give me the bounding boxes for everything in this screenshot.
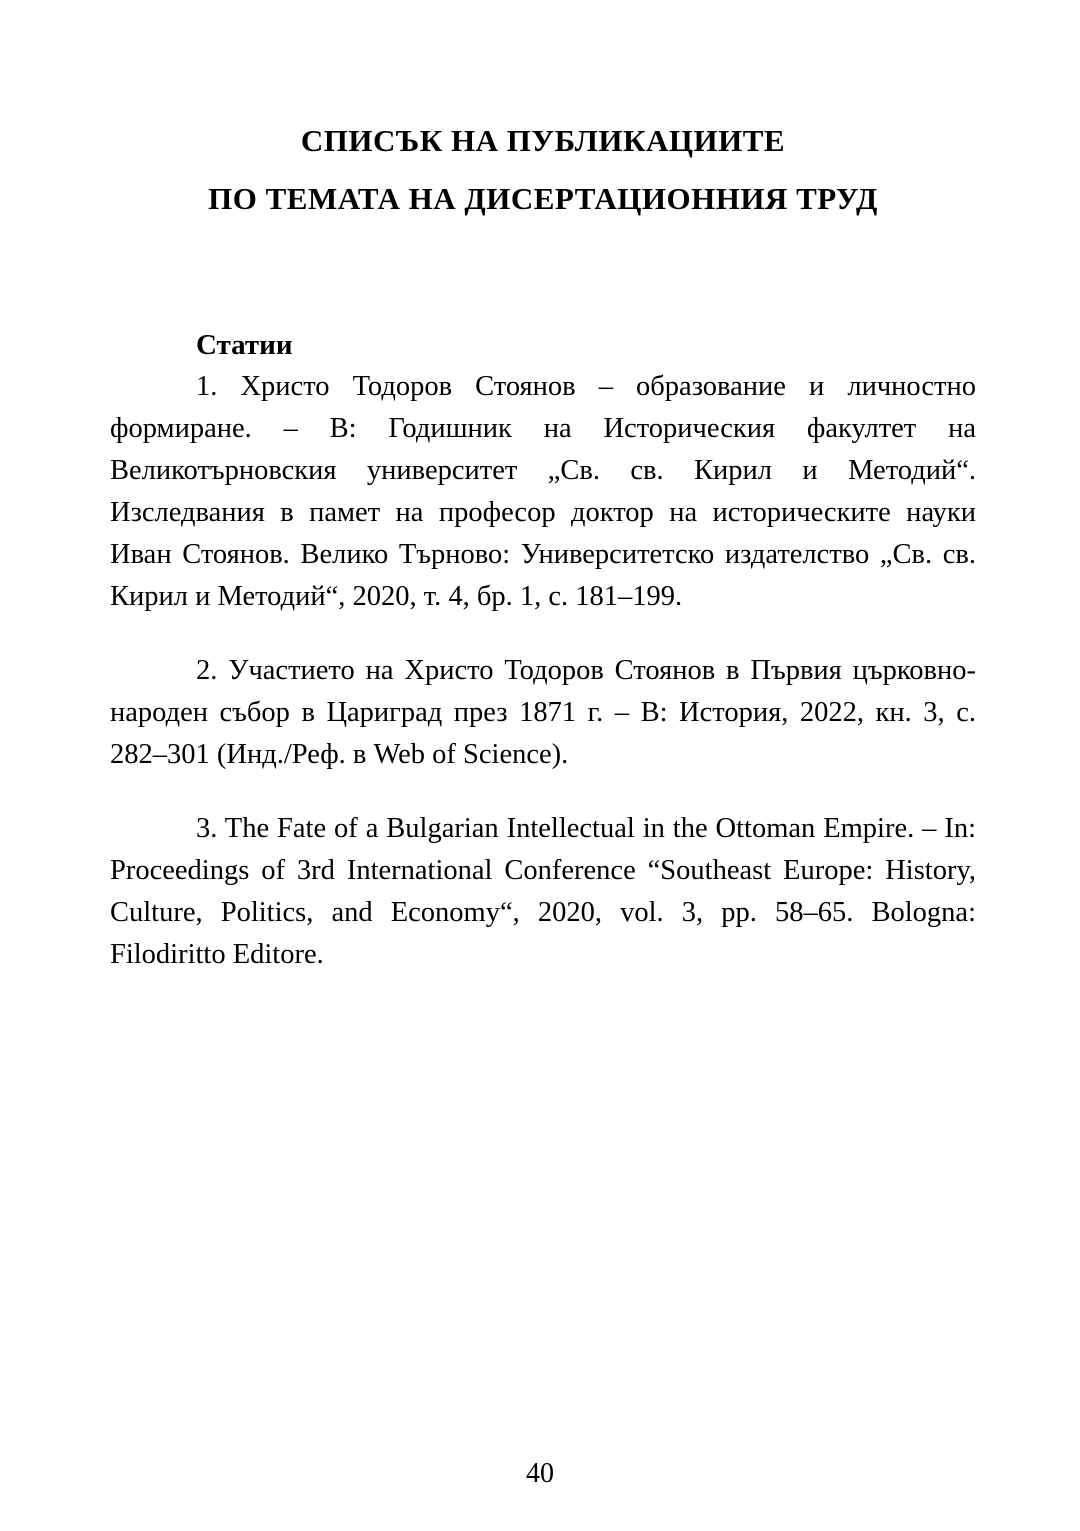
publication-item-2: 2. Участието на Христо Тодоров Стоянов в Първия църковно-народен събор в Цариград през 1871 г. – В: История, 2022, кн. 3, с. 282–301 (Инд./Реф. в Web of Science).	[110, 655, 976, 770]
page-title-line-1: СПИСЪК НА ПУБЛИКАЦИИТЕ	[300, 123, 786, 158]
publication-item-1: 1. Христо Тодоров Стоянов – образование и личностно формиране. – В: Годишник на Историческия факултет на Великотърновския университет „Св. св. Кирил и Методий“. Изследвания в памет на професор доктор на историческите науки Иван Стоянов. Велико Търново: Университетско издателство „Св. св. Кирил и Методий“, 2020, т. 4, бр. 1, с. 181–199.	[110, 371, 976, 612]
section-heading-articles: Статии	[196, 329, 293, 361]
page-title-line-2: ПО ТЕМАТА НА ДИСЕРТАЦИОННИЯ ТРУД	[208, 181, 878, 216]
page-number: 40	[526, 1458, 554, 1489]
page-title	[110, 112, 976, 228]
publication-item-3: 3. The Fate of a Bulgarian Intellectual in the Ottoman Empire. – In: Proceedings of 3rd International Conference “Southeast Europe: History, Culture, Politics, and Economy“, 2020, vol. 3, pp. 58–65. Bologna: Filodiritto Editore.	[110, 813, 976, 970]
